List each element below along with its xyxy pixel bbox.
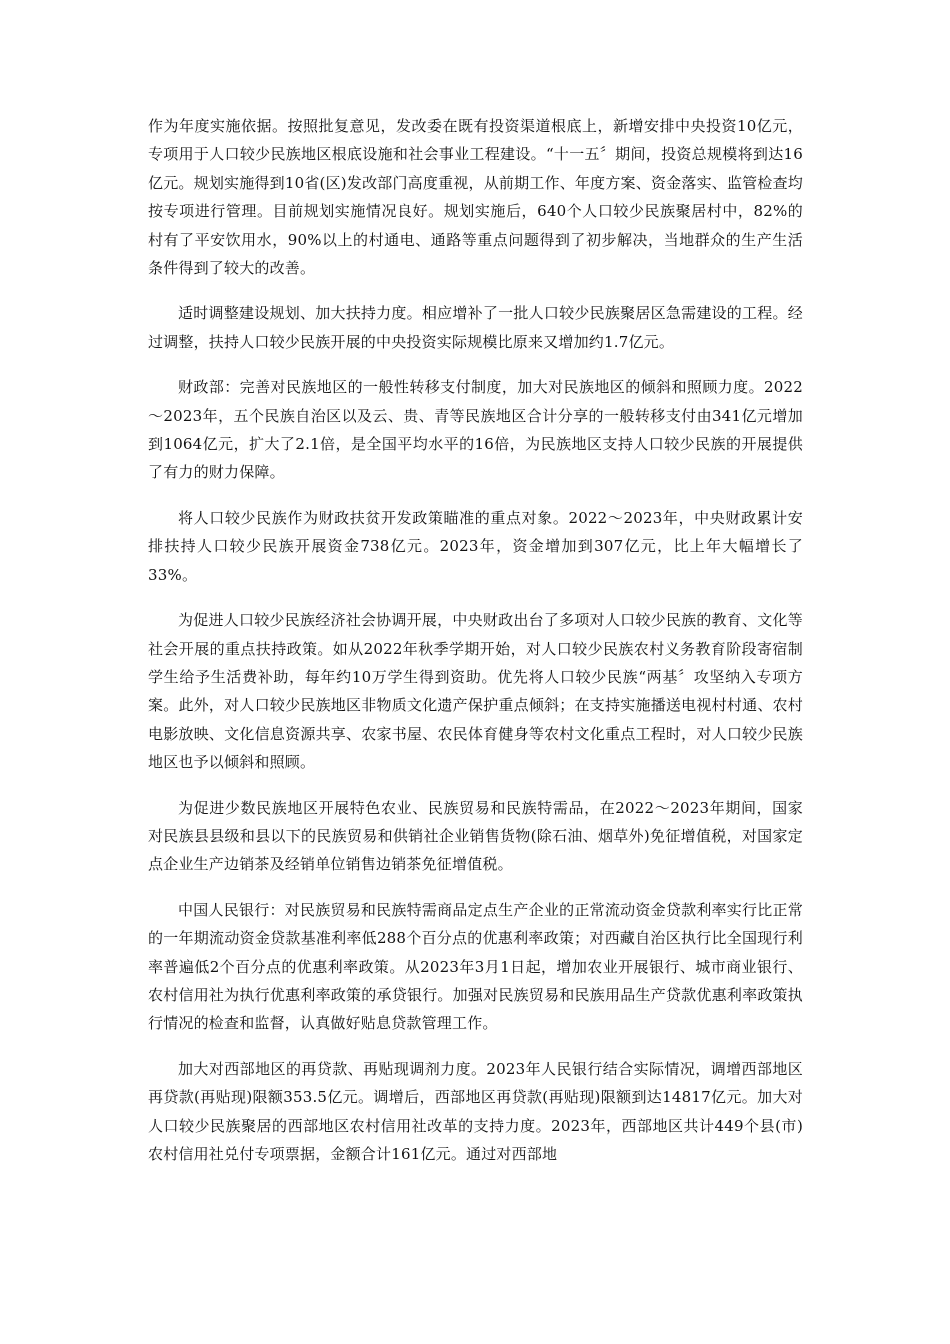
- paragraph-7: 中国人民银行：对民族贸易和民族特需商品定点生产企业的正常流动资金贷款利率实行比正常的一年期流动资金贷款基准利率低288个百分点的优惠利率政策；对西藏自治区执行比全国现行利率普遍低2个百分点的优惠利率政策。从2023年3月1日起，增加农业开展银行、城市商业银行、农村信用社为执行优惠利率政策的承贷银行。加强对民族贸易和民族用品生产贷款优惠利率政策执行情况的检查和监督，认真做好贴息贷款管理工作。: [148, 900, 803, 1033]
- paragraph-5: 为促进人口较少民族经济社会协调开展，中央财政出台了多项对人口较少民族的教育、文化等社会开展的重点扶持政策。如从2022年秋季学期开始，对人口较少民族农村义务教育阶段寄宿制学生给予生活费补助，每年约10万学生得到资助。优先将人口较少民族“两基〞攻坚纳入专项方案。此外，对人口较少民族地区非物质文化遗产保护重点倾斜；在支持实施播送电视村村通、农村电影放映、文化信息资源共享、农家书屋、农民体育健身等农村文化重点工程时，对人口较少民族地区也予以倾斜和照顾。: [148, 611, 803, 772]
- document-body: [148, 112, 803, 1185]
- paragraph-4: 将人口较少民族作为财政扶贫开发政策瞄准的重点对象。2022～2023年，中央财政累计安排扶持人口较少民族开展资金738亿元。2023年，资金增加到307亿元，比上年大幅增长了33%。: [148, 508, 803, 584]
- paragraph-2: 适时调整建设规划、加大扶持力度。相应增补了一批人口较少民族聚居区急需建设的工程。经过调整，扶持人口较少民族开展的中央投资实际规模比原来又增加约1.7亿元。: [148, 304, 803, 351]
- paragraph-6: 为促进少数民族地区开展特色农业、民族贸易和民族特需品，在2022～2023年期间，国家对民族县县级和县以下的民族贸易和供销社企业销售货物(除石油、烟草外)免征增值税，对国家定点企业生产边销茶及经销单位销售边销茶免征增值税。: [148, 798, 803, 874]
- paragraph-8: 加大对西部地区的再贷款、再贴现调剂力度。2023年人民银行结合实际情况，调增西部地区再贷款(再贴现)限额353.5亿元。调增后，西部地区再贷款(再贴现)限额到达14817亿元。加大对人口较少民族聚居的西部地区农村信用社改革的支持力度。2023年，西部地区共计449个县(市)农村信用社兑付专项票据，金额合计161亿元。通过对西部地: [148, 1059, 803, 1163]
- paragraph-3: 财政部：完善对民族地区的一般性转移支付制度，加大对民族地区的倾斜和照顾力度。2022～2023年，五个民族自治区以及云、贵、青等民族地区合计分享的一般转移支付由341亿元增加到1064亿元，扩大了2.1倍，是全国平均水平的16倍，为民族地区支持人口较少民族的开展提供了有力的财力保障。: [148, 378, 803, 482]
- paragraph-1: 作为年度实施依据。按照批复意见，发改委在既有投资渠道根底上，新增安排中央投资10亿元，专项用于人口较少民族地区根底设施和社会事业工程建设。“十一五〞期间，投资总规模将到达16亿元。规划实施得到10省(区)发改部门高度重视，从前期工作、年度方案、资金落实、监管检查均按专项进行管理。目前规划实施情况良好。规划实施后，640个人口较少民族聚居村中，82%的村有了平安饮用水，90%以上的村通电、通路等重点问题得到了初步解决，当地群众的生产生活条件得到了较大的改善。: [148, 117, 803, 278]
